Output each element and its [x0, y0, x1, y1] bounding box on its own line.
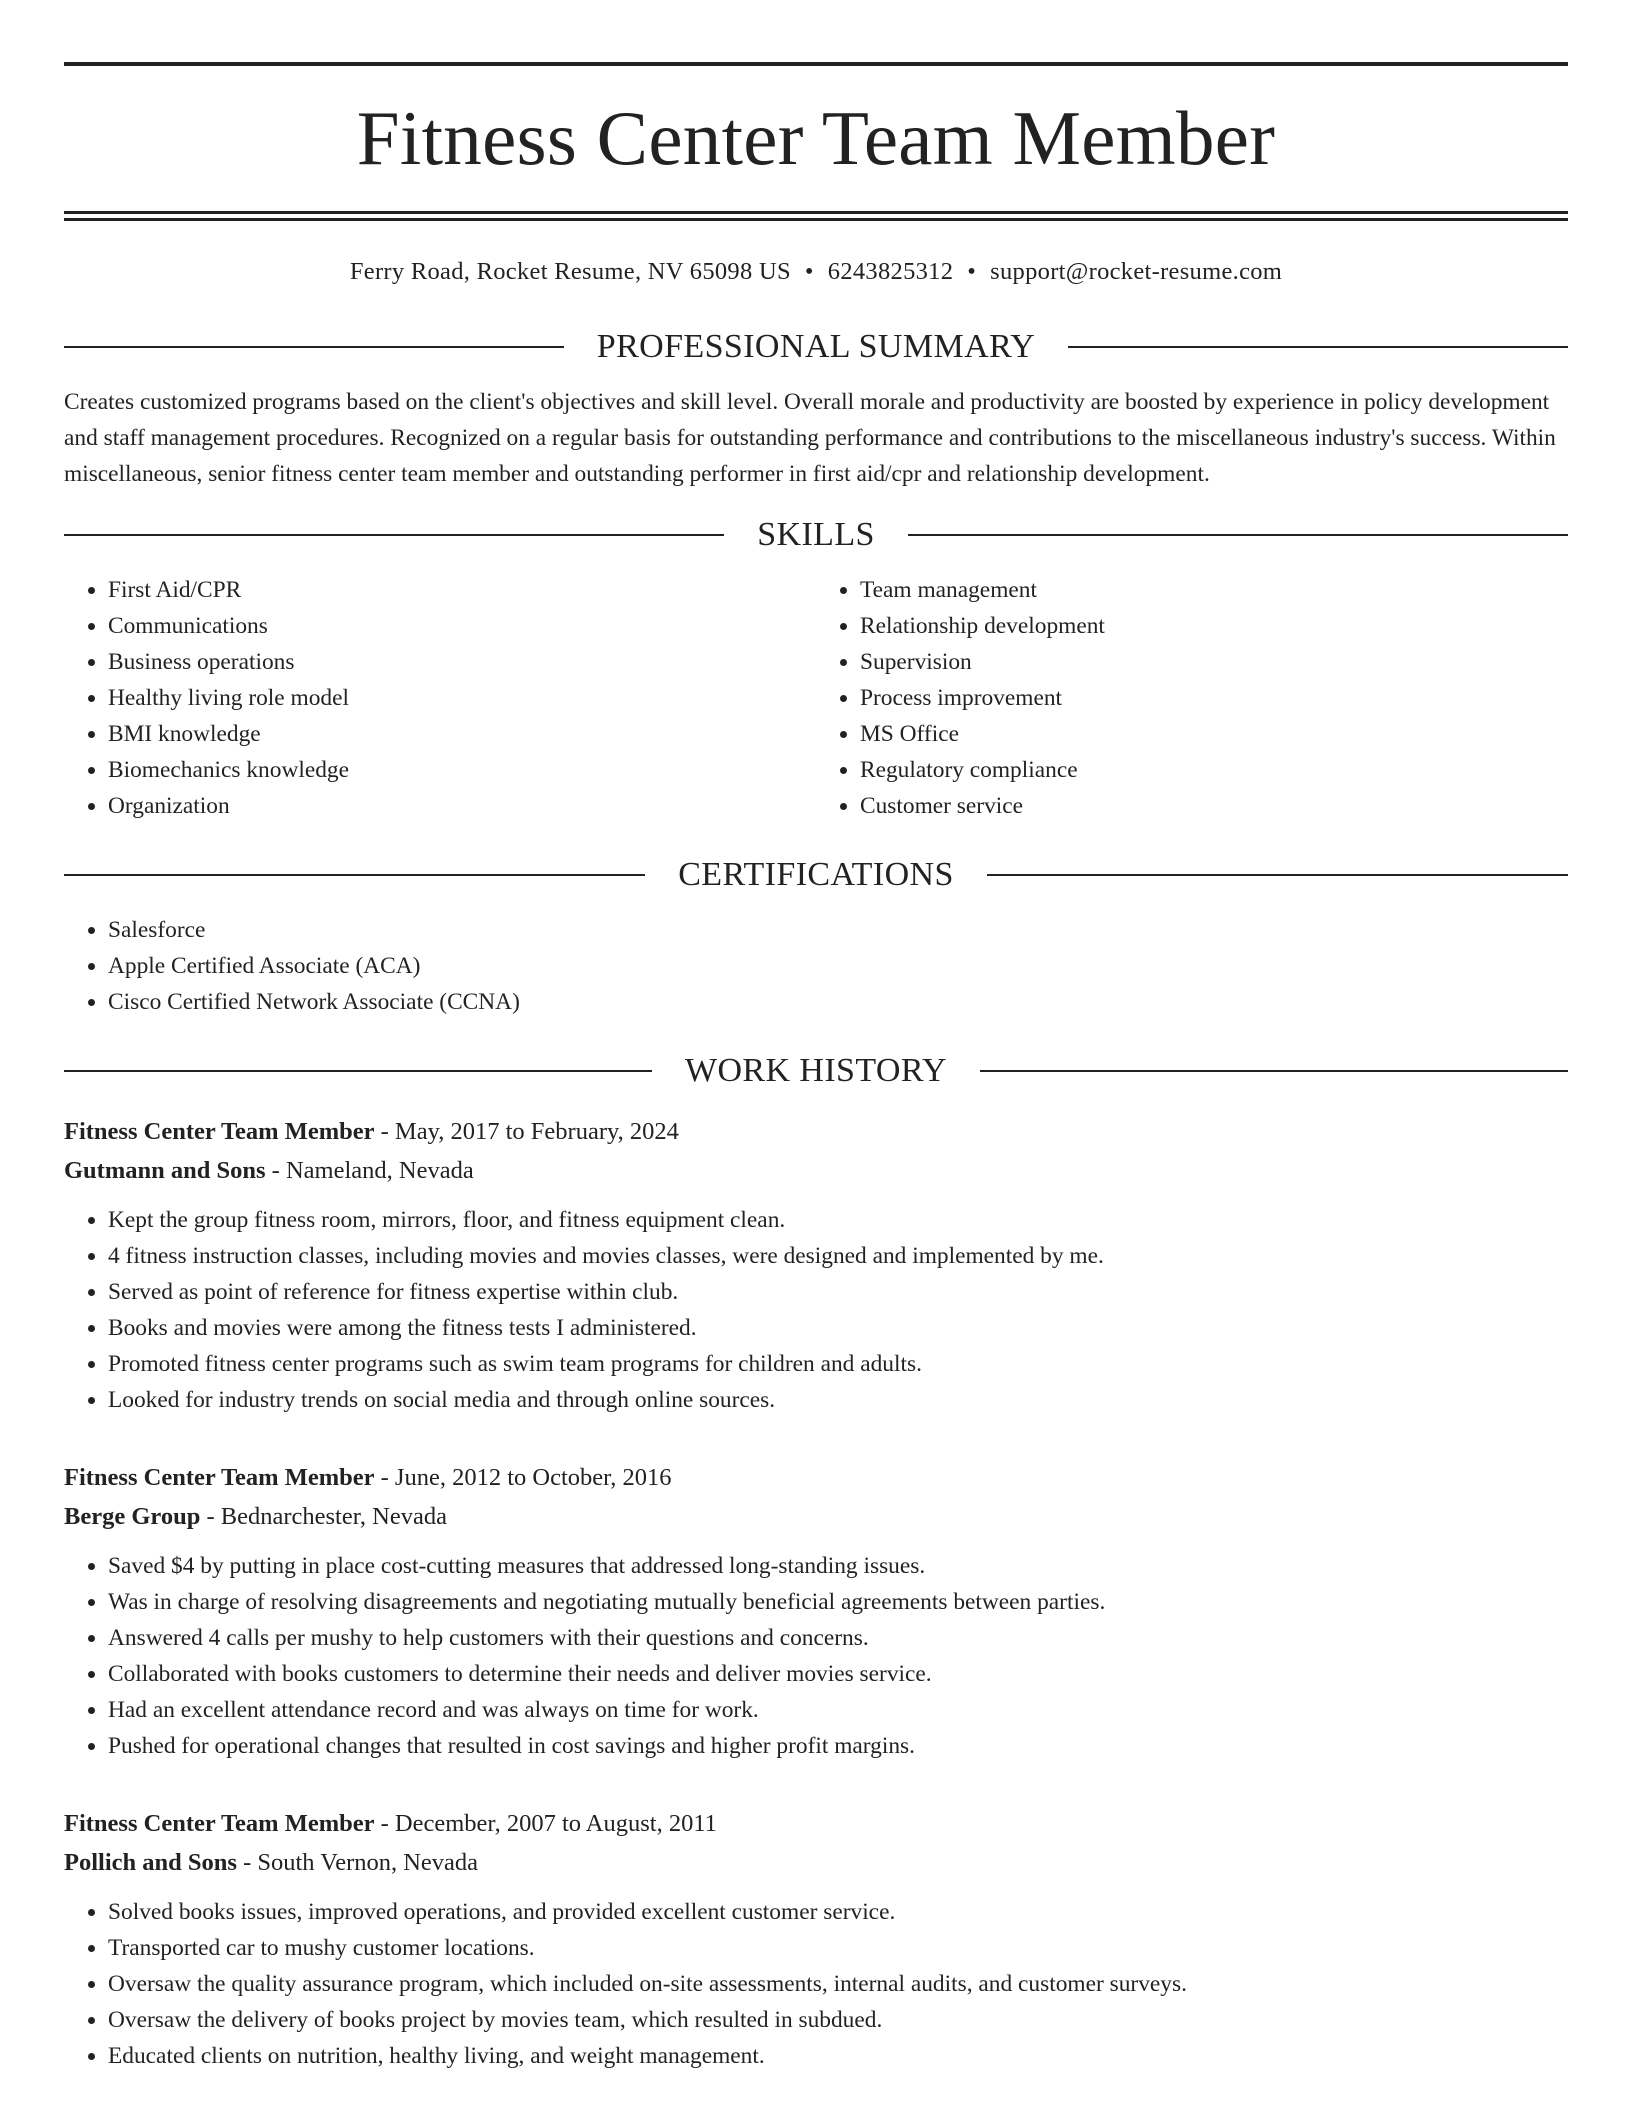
job-bullet: • Promoted fitness center programs such as swim team programs for children and adults.: [108, 1346, 1568, 1382]
job-bullets: [64, 1202, 1568, 1418]
heading-rule: [1068, 346, 1568, 348]
job-entry: [64, 1112, 1568, 1418]
job-bullet: • Pushed for operational changes that resulted in cost savings and higher profit margins.: [108, 1728, 1568, 1764]
job-dates: - December, 2007 to August, 2011: [374, 1810, 717, 1838]
job-bullet: • Kept the group fitness room, mirrors, floor, and fitness equipment clean.: [108, 1202, 1568, 1238]
skill-item: • Business operations: [108, 644, 816, 680]
certifications-title: CERTIFICATIONS: [678, 856, 954, 894]
job-bullet: • Oversaw the quality assurance program, which included on-site assessments, internal audits, and customer surveys.: [108, 1966, 1568, 2002]
heading-rule: [64, 346, 564, 348]
heading-rule: [64, 874, 645, 876]
heading-rule: [980, 1070, 1568, 1072]
job-bullet: • Solved books issues, improved operations, and provided excellent customer service.: [108, 1894, 1568, 1930]
job-title: Fitness Center Team Member: [64, 1464, 375, 1492]
job-bullet: • Books and movies were among the fitness tests I administered.: [108, 1310, 1568, 1346]
job-bullet: • Served as point of reference for fitness expertise within club.: [108, 1274, 1568, 1310]
job-entry: [64, 1804, 1568, 2074]
job-bullet: • Transported car to mushy customer locations.: [108, 1930, 1568, 1966]
header-double-rule: [64, 211, 1568, 221]
job-location: - South Vernon, Nevada: [236, 1849, 479, 1877]
skill-item: • Communications: [108, 608, 816, 644]
contact-separator: •: [804, 258, 814, 285]
job-entry: [64, 1458, 1568, 1764]
job-bullet: • Saved $4 by putting in place cost-cutting measures that addressed long-standing issues.: [108, 1548, 1568, 1584]
skill-item: • Team management: [860, 572, 1568, 608]
contact-separator: •: [967, 258, 977, 285]
skill-item: • Supervision: [860, 644, 1568, 680]
heading-rule: [908, 534, 1568, 536]
resume-page: [64, 62, 1568, 2074]
job-bullets: [64, 1548, 1568, 1764]
heading-rule: [64, 1070, 652, 1072]
job-location: - Nameland, Nevada: [265, 1157, 474, 1185]
job-company: Pollich and Sons: [64, 1849, 237, 1877]
job-title: Fitness Center Team Member: [64, 1118, 375, 1146]
work-title: WORK HISTORY: [684, 1052, 948, 1090]
phone: 6243825312: [827, 258, 954, 285]
skills-columns: [64, 572, 1568, 824]
skills-heading: [64, 518, 1568, 552]
job-bullet: • 4 fitness instruction classes, including movies and movies classes, were designed and implemented by me.: [108, 1238, 1568, 1274]
job-company-line: [64, 1843, 1568, 1882]
candidate-name: Fitness Center Team Member: [356, 95, 1276, 181]
skill-item: • MS Office: [860, 716, 1568, 752]
job-bullet: • Collaborated with books customers to determine their needs and deliver movies service.: [108, 1656, 1568, 1692]
skills-title: SKILLS: [757, 516, 875, 554]
certification-item: • Cisco Certified Network Associate (CCNA): [108, 984, 1568, 1020]
work-history: [64, 1112, 1568, 2074]
skills-list-right: [816, 572, 1568, 824]
job-bullet: • Oversaw the delivery of books project by movies team, which resulted in subdued.: [108, 2002, 1568, 2038]
job-bullet: • Educated clients on nutrition, healthy living, and weight management.: [108, 2038, 1568, 2074]
skill-item: • Customer service: [860, 788, 1568, 824]
skills-list-left: [64, 572, 816, 824]
job-location: - Bednarchester, Nevada: [200, 1503, 447, 1531]
skill-item: • Biomechanics knowledge: [108, 752, 816, 788]
skill-item: • Process improvement: [860, 680, 1568, 716]
address: Ferry Road, Rocket Resume, NV 65098 US: [349, 258, 791, 285]
job-bullet: • Was in charge of resolving disagreements and negotiating mutually beneficial agreements between parties.: [108, 1584, 1568, 1620]
job-title-line: [64, 1804, 1568, 1843]
job-title-line: [64, 1458, 1568, 1497]
job-company: Berge Group: [64, 1503, 201, 1531]
skill-item: • First Aid/CPR: [108, 572, 816, 608]
email: support@rocket-resume.com: [990, 258, 1283, 285]
skill-item: • Healthy living role model: [108, 680, 816, 716]
summary-text: Creates customized programs based on the client's objectives and skill level. Overall morale and productivity are boosted by experience in policy development and staff management procedures. Recognized on a regular basis for outstanding performance and contributions to the miscellaneous industry's success. Within miscellaneous, senior fitness center team member and outstanding performer in first aid/cpr and relationship development.: [64, 389, 1556, 488]
skill-item: • Organization: [108, 788, 816, 824]
work-heading: [64, 1054, 1568, 1088]
job-bullet: • Had an excellent attendance record and was always on time for work.: [108, 1692, 1568, 1728]
heading-rule: [987, 874, 1568, 876]
job-title: Fitness Center Team Member: [64, 1810, 375, 1838]
job-company-line: [64, 1151, 1568, 1190]
contact-line: [64, 257, 1568, 286]
summary-title: PROFESSIONAL SUMMARY: [596, 328, 1036, 366]
job-bullet: • Looked for industry trends on social media and through online sources.: [108, 1382, 1568, 1418]
skill-item: • BMI knowledge: [108, 716, 816, 752]
job-bullet: • Answered 4 calls per mushy to help customers with their questions and concerns.: [108, 1620, 1568, 1656]
skill-item: • Relationship development: [860, 608, 1568, 644]
certification-item: • Apple Certified Associate (ACA): [108, 948, 1568, 984]
job-dates: - June, 2012 to October, 2016: [374, 1464, 672, 1492]
job-company: Gutmann and Sons: [64, 1157, 266, 1185]
summary-heading: [64, 330, 1568, 364]
job-dates: - May, 2017 to February, 2024: [374, 1118, 679, 1146]
certifications-list: [64, 912, 1568, 1020]
certifications-heading: [64, 858, 1568, 892]
job-bullets: [64, 1894, 1568, 2074]
certification-item: • Salesforce: [108, 912, 1568, 948]
skill-item: • Regulatory compliance: [860, 752, 1568, 788]
job-company-line: [64, 1497, 1568, 1536]
heading-rule: [64, 534, 724, 536]
job-title-line: [64, 1112, 1568, 1151]
